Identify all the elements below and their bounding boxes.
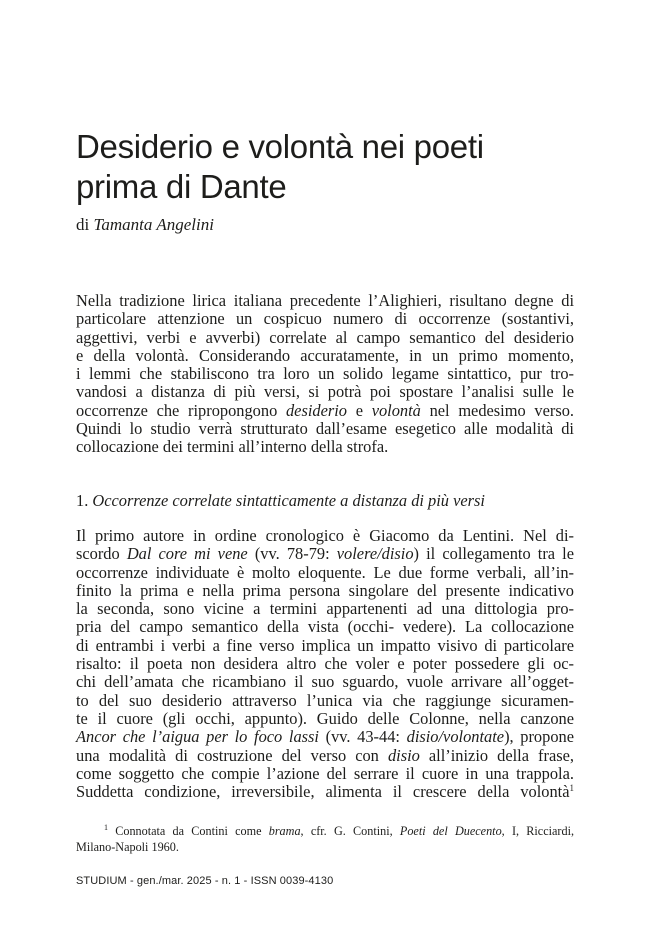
running-footer: STUDIUM - gen./mar. 2025 - n. 1 - ISSN 0039-4130 bbox=[76, 875, 334, 887]
text-line: vandosi a distanza di più versi, si potrà poi spostare l’analisi sulle le bbox=[76, 382, 574, 402]
footnote-number: 1 bbox=[104, 823, 108, 832]
text-run: (vv. 78-79: bbox=[247, 544, 337, 564]
footnote bbox=[76, 824, 574, 855]
text-run: e bbox=[347, 400, 372, 420]
text-line: aggettivi, verbi e avverbi) correlate al campo semantico del desiderio bbox=[76, 327, 574, 347]
text-run: all’inizio della frase, bbox=[419, 745, 574, 765]
text-line bbox=[76, 402, 574, 420]
text-line: la seconda, sono vicine a termini appartenenti ad una dittologia pro- bbox=[76, 599, 574, 619]
text-line bbox=[76, 747, 574, 765]
text-run: scordo bbox=[76, 544, 127, 564]
section-number: 1. bbox=[76, 491, 89, 510]
italic-term: disio/volontate bbox=[406, 727, 505, 747]
text-line: occorrenze individuate è molto eloquente. Le due forme verbali, all’in- bbox=[76, 562, 574, 582]
text-line: di entrambi i verbi a fine verso implica un impatto visivo di particolare bbox=[76, 635, 574, 655]
text-line bbox=[76, 783, 574, 801]
italic-title: Dal core mi vene bbox=[126, 544, 248, 564]
text-run: (vv. 43-44: bbox=[318, 727, 407, 747]
title-line: Desiderio e volontà nei poeti bbox=[76, 128, 484, 165]
text-run: Suddetta condizione, irreversibile, alimenta il crescere della volontà bbox=[76, 782, 570, 802]
text-line: Quindi lo studio verrà strutturato dall’esame esegetico alle modalità di bbox=[76, 419, 574, 439]
text-line: to del suo desiderio attraverso l’unica via che raggiunge sicuramen- bbox=[76, 690, 574, 710]
italic-term: brama bbox=[268, 824, 301, 838]
footnote-line bbox=[76, 824, 574, 840]
section-title: Occorrenze correlate sintatticamente a distanza di più versi bbox=[92, 491, 485, 510]
footnote-reference[interactable]: 1 bbox=[569, 783, 574, 794]
text-line: chi dell’amata che ricambiano il suo sguardo, vuole arrivare all’ogget- bbox=[76, 672, 574, 692]
text-line: pria del campo semantico della vista (occhi- vedere). La collocazione bbox=[76, 617, 574, 637]
text-run: Connotata da Contini come bbox=[115, 824, 269, 838]
italic-title: Ancor che l’aigua per lo foco lassi bbox=[76, 727, 319, 747]
text-run: ) il collegamento tra le bbox=[413, 544, 575, 564]
italic-term: volere/disio bbox=[336, 544, 414, 564]
italic-term: volontà bbox=[371, 400, 421, 420]
italic-term: disio bbox=[387, 745, 420, 765]
text-line: te il cuore (gli occhi, appunto). Guido delle Colonne, nella canzone bbox=[76, 708, 574, 728]
intro-paragraph bbox=[76, 292, 574, 457]
text-line: come soggetto che compie l’azione del serrare il cuore in una trappola. bbox=[76, 763, 574, 783]
text-line: finito la prima e nella prima persona singolare del presente indicativo bbox=[76, 580, 574, 600]
article-title bbox=[76, 127, 596, 207]
text-line: collocazione dei termini all’interno della strofa. bbox=[76, 437, 389, 457]
text-line: i lemmi che stabiliscono tra loro un solido legame sintattico, pur tro- bbox=[76, 364, 574, 384]
text-line: risalto: il poeta non desidera altro che voler e poter possedere gli oc- bbox=[76, 654, 574, 674]
section-heading bbox=[76, 491, 485, 511]
text-line: particolare attenzione un cospicuo numero di occorrenze (sostantivi, bbox=[76, 309, 574, 329]
text-run: nel medesimo verso. bbox=[420, 400, 574, 420]
text-run: , I, Ricciardi, bbox=[501, 824, 575, 838]
title-line: prima di Dante bbox=[76, 168, 287, 205]
text-run: , cfr. G. Contini, bbox=[300, 824, 400, 838]
text-run: occorrenze che ripropongono bbox=[76, 400, 286, 420]
byline-prefix: di bbox=[76, 215, 90, 234]
body-paragraph bbox=[76, 527, 574, 801]
text-line bbox=[76, 545, 574, 563]
text-run: una modalità di costruzione del verso con bbox=[76, 745, 388, 765]
text-run: ), propone bbox=[504, 727, 574, 747]
author-name: Tamanta Angelini bbox=[93, 215, 214, 234]
text-line bbox=[76, 728, 574, 746]
text-line: Nella tradizione lirica italiana precedente l’Alighieri, risultano degne di bbox=[76, 291, 574, 310]
text-line: Il primo autore in ordine cronologico è Giacomo da Lentini. Nel di- bbox=[76, 526, 574, 545]
footnote-line: Milano-Napoli 1960. bbox=[76, 839, 179, 854]
italic-term: desiderio bbox=[285, 400, 347, 420]
italic-title: Poeti del Duecento bbox=[399, 824, 502, 838]
text-line: e della volontà. Considerando accuratamente, in un primo momento, bbox=[76, 345, 574, 365]
byline bbox=[76, 215, 214, 235]
